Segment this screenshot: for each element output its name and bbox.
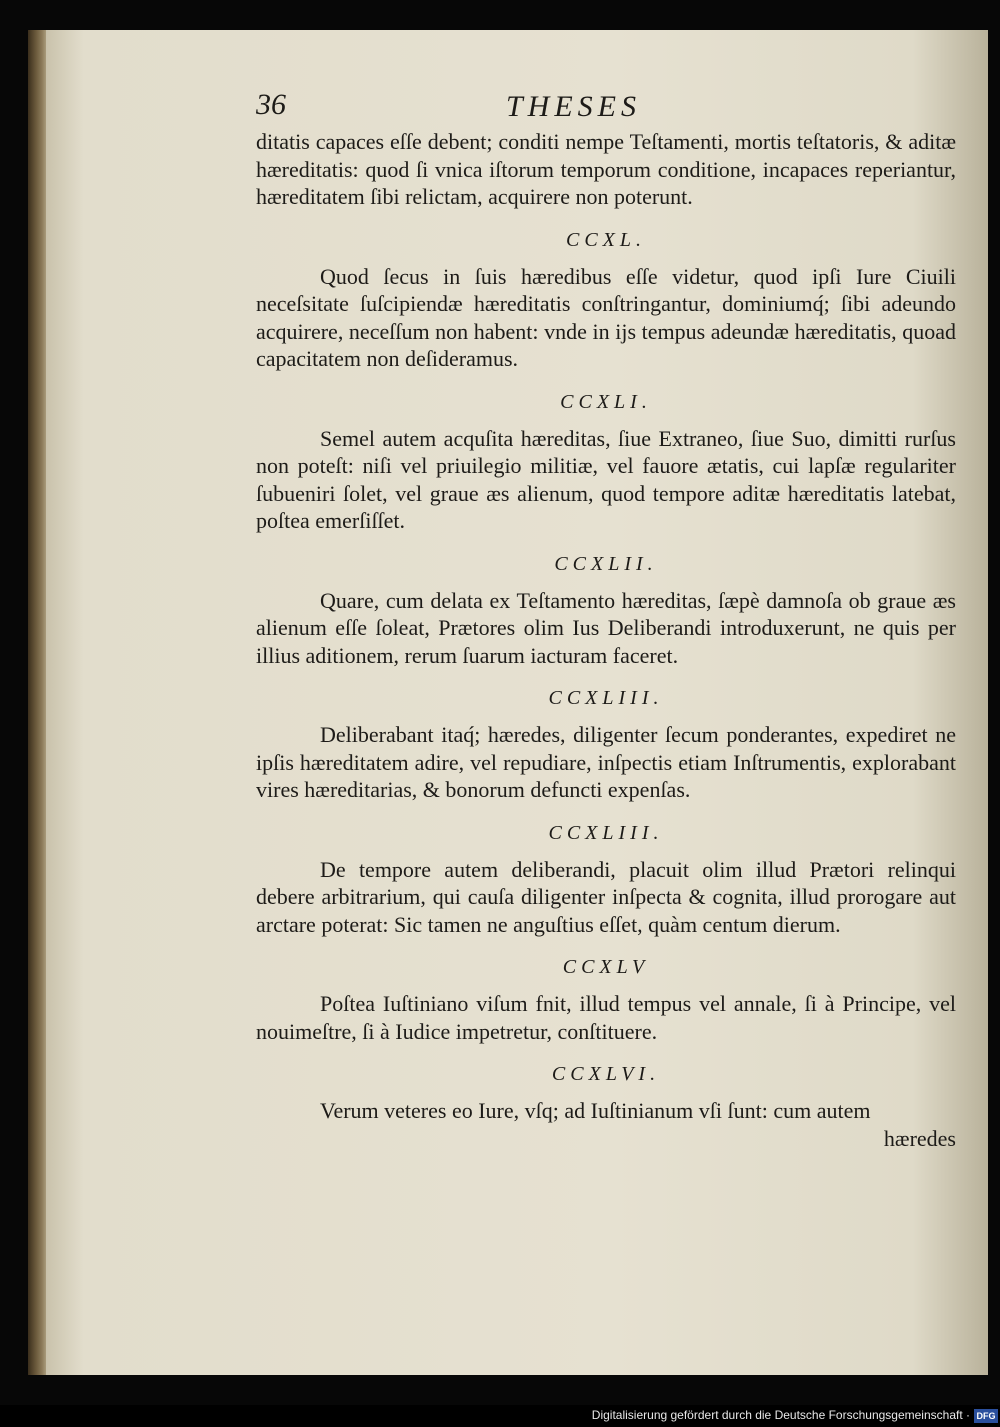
thesis-heading-ccxlii: CCXLII. bbox=[554, 552, 658, 575]
dfg-logo: DFG bbox=[974, 1409, 998, 1423]
paragraph-ccxl: Quod ſecus in ſuis hæredibus eſſe videtur, quod ipſi Iure Ciuili neceſsitate ſuſcipiendæ hæreditatis conſtringantur, dominiumq́; ſibi adeundo acquirere, neceſſum non habent: vnde in ijs tempus adeundæ hæreditatis, quoad capacitatem non deſideramus. bbox=[256, 263, 956, 371]
book-page bbox=[46, 30, 988, 1375]
paragraph-ccxliii: Deliberabant itaq́; hæredes, diligenter ſecum ponderantes, expediret ne ipſis hæreditatem adire, vel repudiare, inſpectis etiam Inſtrumentis, explorabant vires hæreditarias, & bonorum defuncti expenſas. bbox=[256, 722, 956, 802]
thesis-heading-ccxl: CCXL. bbox=[565, 228, 647, 251]
footer-bar bbox=[0, 1405, 1000, 1427]
paragraph-ccxlii: Quare, cum delata ex Teſtamento hæreditas, ſæpè damnoſa ob graue æs alienum eſſe ſoleat, Prætores olim Ius Deliberandi introduxerunt, ne quis per illius aditionem, rerum ſuarum iacturam faceret. bbox=[256, 587, 956, 668]
page-content bbox=[256, 88, 956, 1152]
funding-credit: Digitalisierung gefördert durch die Deutsche Forschungsgemeinschaft · bbox=[591, 1408, 970, 1422]
thesis-heading-ccxlv: CCXLV bbox=[562, 956, 650, 978]
paragraph-ccxlvi: Verum veteres eo Iure, vſq; ad Iuſtinianum vſi ſunt: cum autem bbox=[320, 1098, 871, 1123]
thesis-heading-ccxliii: CCXLIII. bbox=[548, 687, 664, 709]
page-number: 36 bbox=[256, 88, 286, 121]
thesis-heading-ccxli: CCXLI. bbox=[560, 390, 652, 413]
thesis-heading-ccxlvi: CCXLVI. bbox=[551, 1063, 661, 1085]
paragraph-ccxliiii: De tempore autem deliberandi, placuit olim illud Prætori relinqui debere arbitrarium, qui cauſa diligenter inſpecta & cognita, illud prorogare aut arctare poterat: Sic tamen ne anguſtius eſſet, quàm centum dierum. bbox=[256, 856, 956, 937]
paragraph-ccxli: Semel autem acquſita hæreditas, ſiue Extraneo, ſiue Suo, dimitti rurſus non poteſt: niſi vel priuilegio militiæ, vel fauore ætatis, cui lapſæ regulariter ſubueniri ſolet, vel graue æs alienum, quod tempore aditæ hæreditatis latebat, poſtea emerſiſſet. bbox=[256, 425, 956, 533]
paragraph-intro: ditatis capaces eſſe debent; conditi nempe Teſtamenti, mortis teſtatoris, & aditæ hæreditatis: quod ſi vnica iſtorum temporum conditione, incapaces reperiantur, hæreditatem ſibi relictam, acquirere non poterunt. bbox=[256, 129, 956, 209]
page-header bbox=[256, 88, 956, 128]
book-edge bbox=[28, 30, 48, 1375]
paragraph-ccxlv: Poſtea Iuſtiniano viſum fnit, illud tempus vel annale, ſi à Principe, vel nouimeſtre, ſi à Iudice impetretur, conſtituere. bbox=[256, 991, 956, 1044]
catchword: hæredes bbox=[883, 1125, 956, 1151]
running-head: THESES bbox=[506, 90, 641, 123]
thesis-heading-ccxliiii: CCXLIII. bbox=[548, 821, 664, 844]
